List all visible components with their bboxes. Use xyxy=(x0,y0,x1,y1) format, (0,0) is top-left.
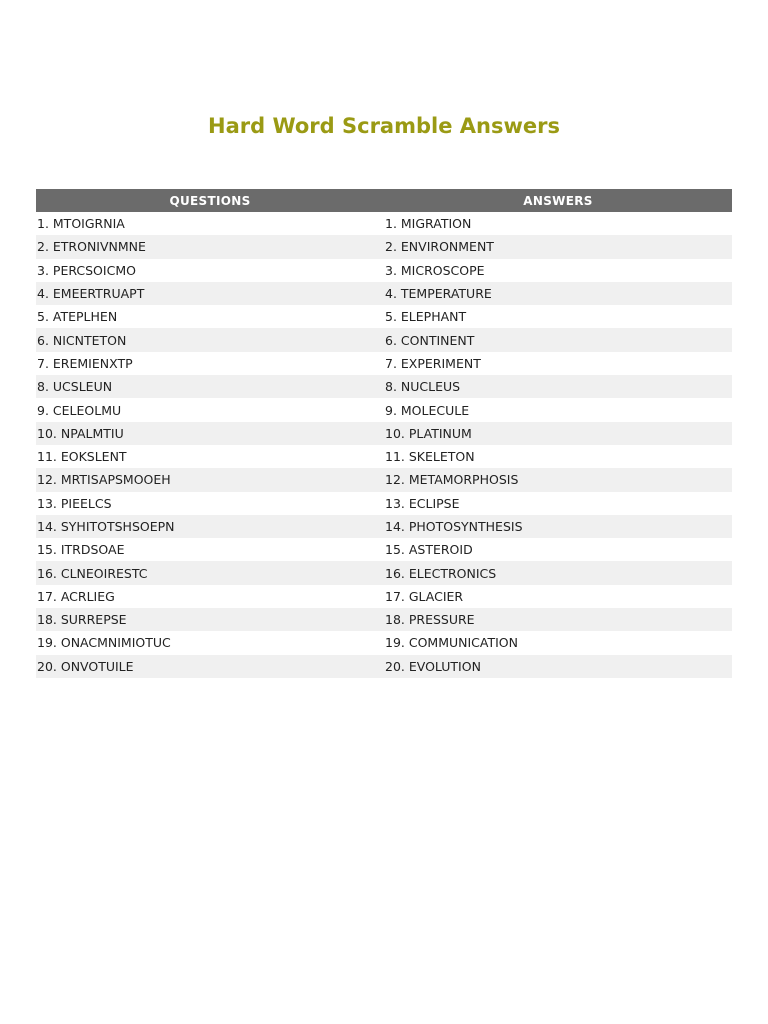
answer-cell: 1. MIGRATION xyxy=(385,216,472,232)
answer-cell: 3. MICROSCOPE xyxy=(385,262,485,278)
table-row xyxy=(36,352,732,375)
table-row xyxy=(36,585,732,608)
question-cell: 5. ATEPLHEN xyxy=(37,309,118,325)
table-row xyxy=(36,259,732,282)
answer-cell: 9. MOLECULE xyxy=(385,402,470,418)
question-cell: 2. ETRONIVNMNE xyxy=(36,235,384,258)
question-cell: 20. ONVOTUILE xyxy=(36,655,384,678)
table-row xyxy=(36,655,732,678)
answer-cell: 15. ASTEROID xyxy=(385,542,473,558)
question-cell: 18. SURREPSE xyxy=(36,608,384,631)
answer-cell: 18. PRESSURE xyxy=(384,608,732,631)
table-body xyxy=(36,212,732,678)
table-row xyxy=(36,468,732,491)
answer-cell: 16. ELECTRONICS xyxy=(384,561,732,584)
answers-column-header: ANSWERS xyxy=(384,189,732,212)
answer-cell: 8. NUCLEUS xyxy=(384,375,732,398)
question-cell: 12. MRTISAPSMOOEH xyxy=(36,468,384,491)
answer-cell: 13. ECLIPSE xyxy=(385,495,460,511)
answer-table xyxy=(36,189,732,678)
table-row xyxy=(36,608,732,631)
question-cell: 17. ACRLIEG xyxy=(37,588,115,604)
question-cell: 19. ONACMNIMIOTUC xyxy=(37,635,171,651)
page-title: Hard Word Scramble Answers xyxy=(208,114,560,138)
question-cell: 6. NICNTETON xyxy=(36,328,384,351)
table-row xyxy=(36,492,732,515)
question-cell: 13. PIEELCS xyxy=(37,495,112,511)
answer-cell: 2. ENVIRONMENT xyxy=(384,235,732,258)
table-row xyxy=(36,328,732,351)
answer-cell: 11. SKELETON xyxy=(385,449,475,465)
table-row xyxy=(36,538,732,561)
question-cell: 15. ITRDSOAE xyxy=(37,542,125,558)
table-row xyxy=(36,305,732,328)
question-cell: 10. NPALMTIU xyxy=(36,422,384,445)
answer-cell: 14. PHOTOSYNTHESIS xyxy=(384,515,732,538)
question-cell: 11. EOKSLENT xyxy=(37,449,127,465)
question-cell: 9. CELEOLMU xyxy=(37,402,122,418)
table-row xyxy=(36,282,732,305)
answer-cell: 20. EVOLUTION xyxy=(384,655,732,678)
answer-cell: 12. METAMORPHOSIS xyxy=(384,468,732,491)
table-row xyxy=(36,515,732,538)
table-row xyxy=(36,445,732,468)
answer-cell: 5. ELEPHANT xyxy=(385,309,467,325)
table-row xyxy=(36,212,732,235)
table-row xyxy=(36,375,732,398)
question-cell: 14. SYHITOTSHSOEPN xyxy=(36,515,384,538)
table-row xyxy=(36,561,732,584)
question-cell: 3. PERCSOICMO xyxy=(37,262,136,278)
answer-cell: 17. GLACIER xyxy=(385,588,464,604)
table-row xyxy=(36,398,732,421)
answer-cell: 10. PLATINUM xyxy=(384,422,732,445)
questions-column-header: QUESTIONS xyxy=(36,189,384,212)
question-cell: 4. EMEERTRUAPT xyxy=(36,282,384,305)
answer-cell: 4. TEMPERATURE xyxy=(384,282,732,305)
question-cell: 16. CLNEOIRESTC xyxy=(36,561,384,584)
table-row xyxy=(36,422,732,445)
answer-cell: 7. EXPERIMENT xyxy=(385,355,481,371)
question-cell: 8. UCSLEUN xyxy=(36,375,384,398)
answer-cell: 19. COMMUNICATION xyxy=(385,635,518,651)
question-cell: 7. EREMIENXTP xyxy=(37,355,133,371)
table-header-row xyxy=(36,189,732,212)
question-cell: 1. MTOIGRNIA xyxy=(37,216,125,232)
answer-cell: 6. CONTINENT xyxy=(384,328,732,351)
table-row xyxy=(36,235,732,258)
table-row xyxy=(36,631,732,654)
